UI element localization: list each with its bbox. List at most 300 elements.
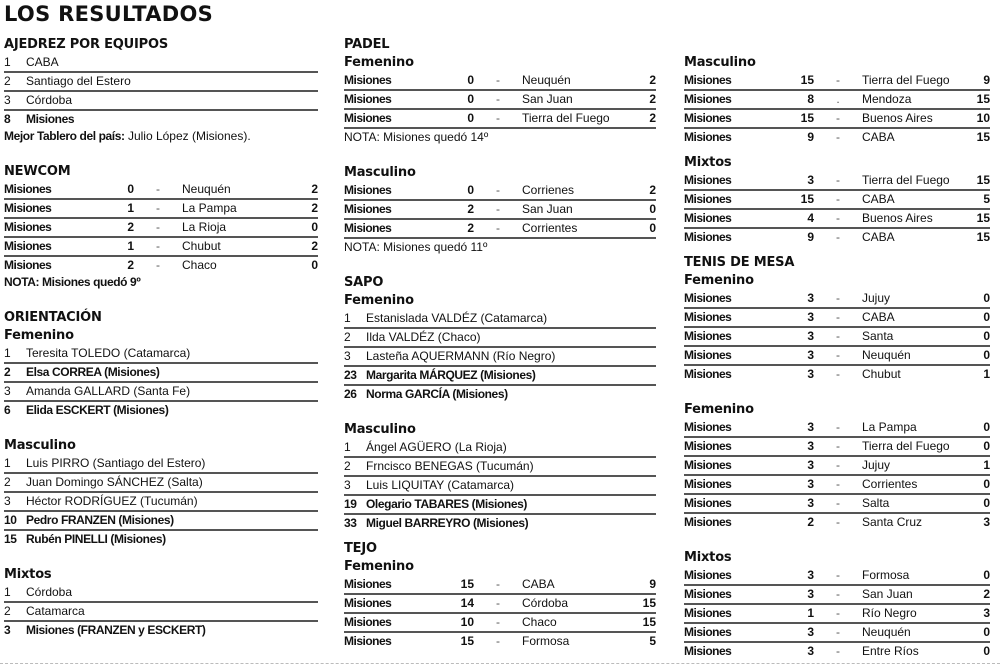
score-separator: - bbox=[496, 221, 500, 235]
opponent-name: Corrientes bbox=[522, 221, 578, 235]
team-score: 15 bbox=[800, 73, 814, 87]
opponent-name: Chubut bbox=[182, 239, 221, 253]
position: 1 bbox=[4, 346, 11, 360]
newcom-note: NOTA: Misiones quedó 9º bbox=[4, 275, 141, 289]
opponent-name: Formosa bbox=[522, 634, 570, 648]
team-name: Misiones bbox=[684, 625, 732, 639]
opponent-score: 1 bbox=[983, 458, 990, 472]
opponent-score: 0 bbox=[649, 202, 656, 216]
opponent-score: 2 bbox=[649, 73, 656, 87]
category-title-mixtos: Mixtos bbox=[684, 550, 732, 565]
opponent-name: Neuquén bbox=[182, 182, 231, 196]
opponent-score: 0 bbox=[983, 644, 990, 658]
opponent-score: 5 bbox=[983, 192, 990, 206]
opponent-name: Neuquén bbox=[522, 73, 571, 87]
opponent-name: Salta bbox=[862, 496, 890, 510]
score-separator: - bbox=[836, 211, 840, 225]
team-name: Misiones bbox=[4, 258, 52, 272]
team-score: 8 bbox=[807, 92, 814, 106]
ranking-row bbox=[4, 531, 318, 548]
opponent-name: CABA bbox=[862, 310, 895, 324]
ranking-row bbox=[4, 383, 318, 402]
position: 8 bbox=[4, 112, 11, 126]
entrant-name: Misiones bbox=[26, 112, 75, 126]
match-row bbox=[684, 457, 990, 476]
opponent-name: La Pampa bbox=[182, 201, 237, 215]
position: 1 bbox=[344, 311, 351, 325]
score-separator: - bbox=[836, 439, 840, 453]
opponent-name: Tierra del Fuego bbox=[862, 173, 950, 187]
opponent-name: Tierra del Fuego bbox=[862, 73, 950, 87]
match-row bbox=[4, 238, 318, 257]
team-score: 3 bbox=[807, 587, 814, 601]
entrant-name: Córdoba bbox=[26, 585, 73, 599]
opponent-score: 0 bbox=[983, 310, 990, 324]
opponent-score: 15 bbox=[642, 615, 656, 629]
team-score: 4 bbox=[807, 211, 814, 225]
score-separator: - bbox=[836, 458, 840, 472]
opponent-name: La Rioja bbox=[182, 220, 227, 234]
opponent-name: Santa bbox=[862, 329, 894, 343]
team-score: 14 bbox=[460, 596, 474, 610]
match-row bbox=[684, 624, 990, 643]
score-separator: - bbox=[496, 615, 500, 629]
team-name: Misiones bbox=[684, 477, 732, 491]
section-title-tenis-de-mesa: TENIS DE MESA bbox=[684, 255, 795, 270]
team-score: 3 bbox=[807, 173, 814, 187]
opponent-score: 10 bbox=[976, 111, 990, 125]
ranking-row bbox=[4, 402, 318, 419]
entrant-name: Norma GARCÍA (Misiones) bbox=[366, 387, 508, 401]
team-score: 3 bbox=[807, 367, 814, 381]
team-name: Misiones bbox=[684, 211, 732, 225]
opponent-score: 9 bbox=[649, 577, 656, 591]
match-list bbox=[684, 290, 990, 383]
ranking-list bbox=[344, 439, 656, 532]
team-name: Misiones bbox=[684, 230, 732, 244]
opponent-name: San Juan bbox=[522, 202, 573, 216]
opponent-name: Chubut bbox=[862, 367, 901, 381]
match-list bbox=[684, 419, 990, 531]
match-row bbox=[684, 191, 990, 210]
match-row bbox=[684, 309, 990, 328]
opponent-name: Buenos Aires bbox=[862, 111, 933, 125]
opponent-score: 0 bbox=[983, 439, 990, 453]
team-score: 2 bbox=[807, 515, 814, 529]
score-separator: - bbox=[836, 420, 840, 434]
team-name: Misiones bbox=[684, 291, 732, 305]
team-name: Misiones bbox=[684, 192, 732, 206]
opponent-score: 2 bbox=[311, 182, 318, 196]
ranking-list bbox=[344, 310, 656, 403]
section-title-ajedrez: AJEDREZ POR EQUIPOS bbox=[4, 37, 168, 52]
opponent-score: 2 bbox=[311, 201, 318, 215]
column-left bbox=[4, 36, 318, 639]
category-title-mixtos: Mixtos bbox=[684, 155, 732, 170]
match-row bbox=[4, 219, 318, 238]
opponent-score: 0 bbox=[983, 348, 990, 362]
team-score: 3 bbox=[807, 310, 814, 324]
opponent-score: 2 bbox=[649, 92, 656, 106]
match-row bbox=[684, 586, 990, 605]
score-separator: - bbox=[836, 348, 840, 362]
position: 2 bbox=[344, 330, 351, 344]
team-score: 1 bbox=[127, 201, 134, 215]
team-score: 15 bbox=[460, 634, 474, 648]
section-title-sapo: SAPO bbox=[344, 275, 384, 290]
ranking-row bbox=[4, 111, 318, 128]
entrant-name: Misiones (FRANZEN y ESCKERT) bbox=[26, 623, 206, 637]
score-separator: - bbox=[836, 329, 840, 343]
match-row bbox=[684, 476, 990, 495]
score-separator: - bbox=[836, 644, 840, 658]
score-separator: - bbox=[836, 515, 840, 529]
ranking-row bbox=[344, 496, 656, 515]
opponent-name: CABA bbox=[522, 577, 555, 591]
score-separator: - bbox=[156, 258, 160, 272]
entrant-name: Teresita TOLEDO (Catamarca) bbox=[26, 346, 191, 360]
team-name: Misiones bbox=[4, 201, 52, 215]
opponent-name: Corrienes bbox=[522, 183, 575, 197]
entrant-name: Santiago del Estero bbox=[26, 74, 131, 88]
match-row bbox=[4, 181, 318, 200]
team-score: 3 bbox=[807, 439, 814, 453]
opponent-name: Jujuy bbox=[862, 458, 891, 472]
category-title-femenino: Femenino bbox=[344, 55, 414, 70]
score-separator: - bbox=[496, 92, 500, 106]
position: 33 bbox=[344, 516, 357, 530]
category-title-femenino: Femenino bbox=[4, 328, 74, 343]
score-separator: - bbox=[496, 183, 500, 197]
team-score: 3 bbox=[807, 477, 814, 491]
column-right bbox=[684, 54, 990, 660]
team-name: Misiones bbox=[684, 348, 732, 362]
team-name: Misiones bbox=[684, 606, 732, 620]
team-score: 3 bbox=[807, 625, 814, 639]
ranking-row bbox=[344, 477, 656, 496]
team-score: 2 bbox=[127, 220, 134, 234]
opponent-name: CABA bbox=[862, 192, 895, 206]
entrant-name: Córdoba bbox=[26, 93, 73, 107]
team-score: 3 bbox=[807, 496, 814, 510]
opponent-name: La Pampa bbox=[862, 420, 917, 434]
opponent-name: Río Negro bbox=[862, 606, 917, 620]
column-middle bbox=[344, 36, 656, 650]
match-list bbox=[344, 72, 656, 129]
entrant-name: Pedro FRANZEN (Misiones) bbox=[26, 513, 174, 527]
section-title-newcom: NEWCOM bbox=[4, 164, 71, 179]
ranking-row bbox=[4, 584, 318, 603]
score-separator: - bbox=[156, 220, 160, 234]
team-name: Misiones bbox=[344, 615, 392, 629]
team-name: Misiones bbox=[4, 182, 52, 196]
opponent-score: 2 bbox=[983, 587, 990, 601]
opponent-score: 15 bbox=[976, 211, 990, 225]
entrant-name: Catamarca bbox=[26, 604, 85, 618]
score-separator: - bbox=[836, 130, 840, 144]
ranking-list bbox=[4, 455, 318, 548]
position: 1 bbox=[344, 440, 351, 454]
opponent-score: 9 bbox=[983, 73, 990, 87]
team-score: 15 bbox=[460, 577, 474, 591]
ranking-row bbox=[344, 515, 656, 532]
opponent-score: 0 bbox=[311, 258, 318, 272]
category-title-masculino: Masculino bbox=[344, 165, 416, 180]
team-score: 3 bbox=[807, 568, 814, 582]
section-title-orientacion: ORIENTACIÓN bbox=[4, 310, 102, 325]
match-row bbox=[684, 129, 990, 146]
entrant-name: Lasteña AQUERMANN (Río Negro) bbox=[366, 349, 556, 363]
score-separator: - bbox=[496, 596, 500, 610]
best-board-note bbox=[4, 128, 318, 145]
team-score: 15 bbox=[800, 111, 814, 125]
team-name: Misiones bbox=[684, 587, 732, 601]
match-row bbox=[684, 290, 990, 309]
team-score: 2 bbox=[467, 202, 474, 216]
opponent-score: 0 bbox=[983, 420, 990, 434]
category-title-masculino: Masculino bbox=[4, 438, 76, 453]
opponent-name: Entre Ríos bbox=[862, 644, 919, 658]
opponent-score: 15 bbox=[642, 596, 656, 610]
opponent-name: CABA bbox=[862, 130, 895, 144]
opponent-score: 15 bbox=[976, 130, 990, 144]
opponent-name: San Juan bbox=[522, 92, 573, 106]
opponent-score: 0 bbox=[983, 568, 990, 582]
opponent-score: 3 bbox=[983, 515, 990, 529]
ranking-row bbox=[344, 348, 656, 367]
match-row bbox=[344, 182, 656, 201]
opponent-name: Formosa bbox=[862, 568, 910, 582]
entrant-name: Luis PIRRO (Santiago del Estero) bbox=[26, 456, 206, 470]
team-name: Misiones bbox=[344, 634, 392, 648]
opponent-name: Santa Cruz bbox=[862, 515, 923, 529]
match-row bbox=[684, 347, 990, 366]
position: 2 bbox=[344, 459, 351, 473]
note-text: Julio López (Misiones). bbox=[124, 129, 251, 143]
ranking-row bbox=[4, 92, 318, 111]
match-row bbox=[684, 328, 990, 347]
category-title-femenino: Femenino bbox=[344, 293, 414, 308]
opponent-score: 0 bbox=[311, 220, 318, 234]
match-list bbox=[344, 576, 656, 650]
entrant-name: Frncisco BENEGAS (Tucumán) bbox=[366, 459, 534, 473]
team-score: 3 bbox=[807, 348, 814, 362]
match-row bbox=[684, 643, 990, 660]
ranking-row bbox=[4, 54, 318, 73]
score-separator: - bbox=[836, 192, 840, 206]
score-separator: - bbox=[836, 606, 840, 620]
position: 3 bbox=[344, 478, 351, 492]
position: 3 bbox=[344, 349, 351, 363]
entrant-name: Margarita MÁRQUEZ (Misiones) bbox=[366, 368, 536, 382]
position: 26 bbox=[344, 387, 357, 401]
position: 1 bbox=[4, 55, 11, 69]
ranking-row bbox=[344, 386, 656, 403]
position: 2 bbox=[4, 365, 11, 379]
team-score: 0 bbox=[467, 183, 474, 197]
team-score: 0 bbox=[467, 73, 474, 87]
score-separator: - bbox=[836, 230, 840, 244]
score-separator: - bbox=[496, 634, 500, 648]
team-score: 15 bbox=[800, 192, 814, 206]
score-separator: - bbox=[836, 310, 840, 324]
ranking-row bbox=[344, 439, 656, 458]
opponent-score: 15 bbox=[976, 173, 990, 187]
match-row bbox=[684, 72, 990, 91]
ranking-row bbox=[344, 329, 656, 348]
position: 1 bbox=[4, 585, 11, 599]
position: 19 bbox=[344, 497, 357, 511]
team-name: Misiones bbox=[684, 367, 732, 381]
category-title-femenino: Femenino bbox=[344, 559, 414, 574]
match-list bbox=[344, 182, 656, 239]
entrant-name: Rubén PINELLI (Misiones) bbox=[26, 532, 166, 546]
entrant-name: CABA bbox=[26, 55, 59, 69]
opponent-name: Tierra del Fuego bbox=[862, 439, 950, 453]
team-name: Misiones bbox=[4, 220, 52, 234]
score-separator: - bbox=[836, 111, 840, 125]
score-separator: - bbox=[496, 577, 500, 591]
position: 2 bbox=[4, 74, 11, 88]
team-name: Misiones bbox=[684, 329, 732, 343]
opponent-name: Córdoba bbox=[522, 596, 569, 610]
team-name: Misiones bbox=[344, 202, 392, 216]
opponent-score: 0 bbox=[983, 329, 990, 343]
position: 3 bbox=[4, 623, 11, 637]
score-separator: - bbox=[836, 587, 840, 601]
match-row bbox=[344, 614, 656, 633]
category-title-masculino: Masculino bbox=[684, 55, 756, 70]
opponent-name: Mendoza bbox=[862, 92, 912, 106]
entrant-name: Elida ESCKERT (Misiones) bbox=[26, 403, 169, 417]
padel-femenino-note: NOTA: Misiones quedó 14º bbox=[344, 130, 489, 144]
match-row bbox=[684, 419, 990, 438]
ranking-list bbox=[4, 345, 318, 419]
opponent-score: 15 bbox=[976, 230, 990, 244]
team-name: Misiones bbox=[344, 92, 392, 106]
entrant-name: Olegario TABARES (Misiones) bbox=[366, 497, 527, 511]
score-separator: - bbox=[156, 201, 160, 215]
match-row bbox=[684, 567, 990, 586]
match-row bbox=[684, 495, 990, 514]
position: 3 bbox=[4, 494, 11, 508]
entrant-name: Héctor RODRÍGUEZ (Tucumán) bbox=[26, 494, 198, 508]
opponent-score: 0 bbox=[649, 221, 656, 235]
opponent-score: 2 bbox=[649, 111, 656, 125]
score-separator: - bbox=[836, 73, 840, 87]
opponent-score: 2 bbox=[649, 183, 656, 197]
team-name: Misiones bbox=[684, 515, 732, 529]
opponent-name: Jujuy bbox=[862, 291, 891, 305]
team-score: 3 bbox=[807, 458, 814, 472]
match-row bbox=[344, 110, 656, 129]
entrant-name: Ilda VALDÉZ (Chaco) bbox=[366, 330, 481, 344]
position: 3 bbox=[4, 93, 11, 107]
team-score: 3 bbox=[807, 420, 814, 434]
opponent-name: Neuquén bbox=[862, 348, 911, 362]
opponent-name: Neuquén bbox=[862, 625, 911, 639]
team-score: 3 bbox=[807, 644, 814, 658]
match-list bbox=[4, 181, 318, 274]
score-separator: - bbox=[836, 367, 840, 381]
score-separator: - bbox=[496, 202, 500, 216]
team-score: 1 bbox=[807, 606, 814, 620]
team-name: Misiones bbox=[684, 173, 732, 187]
score-separator: - bbox=[836, 477, 840, 491]
opponent-score: 5 bbox=[649, 634, 656, 648]
team-name: Misiones bbox=[684, 111, 732, 125]
team-score: 0 bbox=[467, 111, 474, 125]
ranking-row bbox=[344, 310, 656, 329]
ranking-row bbox=[4, 493, 318, 512]
match-row bbox=[344, 201, 656, 220]
position: 10 bbox=[4, 513, 17, 527]
ranking-list bbox=[4, 54, 318, 128]
team-name: Misiones bbox=[344, 183, 392, 197]
score-separator: . bbox=[836, 92, 840, 106]
team-name: Misiones bbox=[684, 92, 732, 106]
opponent-name: Chaco bbox=[182, 258, 217, 272]
bottom-divider bbox=[0, 663, 1000, 664]
page-title: LOS RESULTADOS bbox=[4, 2, 214, 26]
category-title-femenino: Femenino bbox=[684, 273, 754, 288]
team-name: Misiones bbox=[684, 644, 732, 658]
score-separator: - bbox=[836, 625, 840, 639]
section-title-padel: PADEL bbox=[344, 37, 390, 52]
team-score: 2 bbox=[127, 258, 134, 272]
team-name: Misiones bbox=[684, 496, 732, 510]
team-score: 10 bbox=[460, 615, 474, 629]
score-separator: - bbox=[836, 291, 840, 305]
team-name: Misiones bbox=[344, 73, 392, 87]
match-row bbox=[344, 91, 656, 110]
opponent-name: Corrientes bbox=[862, 477, 918, 491]
score-separator: - bbox=[836, 173, 840, 187]
position: 23 bbox=[344, 368, 357, 382]
team-score: 3 bbox=[807, 291, 814, 305]
match-row bbox=[684, 210, 990, 229]
entrant-name: Juan Domingo SÁNCHEZ (Salta) bbox=[26, 475, 203, 489]
team-name: Misiones bbox=[344, 577, 392, 591]
match-row bbox=[344, 576, 656, 595]
opponent-score: 0 bbox=[983, 477, 990, 491]
category-title-mixtos: Mixtos bbox=[4, 567, 52, 582]
team-score: 0 bbox=[127, 182, 134, 196]
entrant-name: Miguel BARREYRO (Misiones) bbox=[366, 516, 529, 530]
opponent-name: San Juan bbox=[862, 587, 913, 601]
team-name: Misiones bbox=[684, 458, 732, 472]
team-score: 2 bbox=[467, 221, 474, 235]
team-name: Misiones bbox=[684, 310, 732, 324]
match-row bbox=[684, 438, 990, 457]
opponent-name: Chaco bbox=[522, 615, 557, 629]
match-row bbox=[684, 366, 990, 383]
score-separator: - bbox=[496, 73, 500, 87]
entrant-name: Estanislada VALDÉZ (Catamarca) bbox=[366, 311, 548, 325]
score-separator: - bbox=[836, 568, 840, 582]
entrant-name: Ángel AGÜERO (La Rioja) bbox=[366, 440, 507, 454]
team-name: Misiones bbox=[684, 568, 732, 582]
ranking-list bbox=[4, 584, 318, 639]
opponent-score: 1 bbox=[983, 367, 990, 381]
ranking-row bbox=[4, 73, 318, 92]
match-list bbox=[684, 72, 990, 146]
match-list bbox=[684, 567, 990, 660]
opponent-name: CABA bbox=[862, 230, 895, 244]
padel-masculino-note: NOTA: Misiones quedó 11º bbox=[344, 240, 488, 254]
opponent-score: 2 bbox=[311, 239, 318, 253]
score-separator: - bbox=[836, 496, 840, 510]
